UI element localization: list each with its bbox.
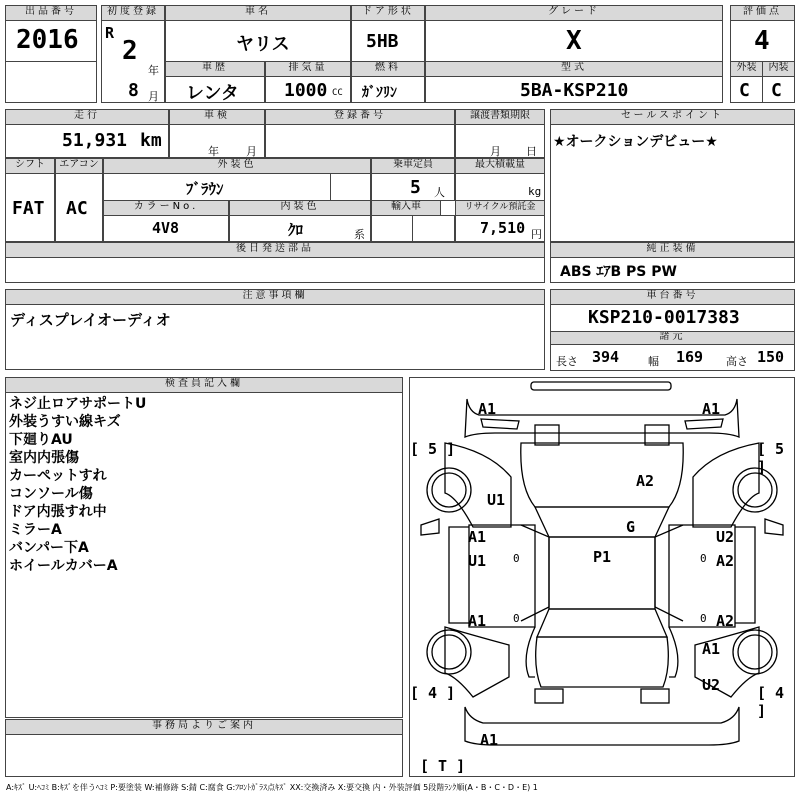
score: 4 bbox=[754, 26, 770, 56]
first-reg-month-unit: 月 bbox=[148, 90, 159, 103]
shift: FAT bbox=[12, 198, 45, 219]
mark-p1-roof: P1 bbox=[593, 548, 612, 566]
int-color: ｸﾛ bbox=[288, 221, 304, 239]
first-reg-month: 8 bbox=[128, 80, 139, 101]
lot-no-header: 出品番号 bbox=[5, 5, 97, 21]
int-color-header: 内装色 bbox=[229, 200, 371, 216]
aircon-header: エアコン bbox=[55, 158, 103, 174]
displacement-header: 排気量 bbox=[265, 61, 351, 77]
transfer-day: 日 bbox=[526, 145, 537, 158]
transfer-month: 月 bbox=[490, 145, 501, 158]
import-cell-2 bbox=[412, 215, 455, 242]
inspector-note-line: コンソール傷 bbox=[9, 486, 93, 502]
model-type: 5BA-KSP210 bbox=[520, 80, 629, 101]
mileage-header: 走行 bbox=[5, 109, 169, 125]
inspection-year-unit: 年 bbox=[208, 145, 219, 158]
office-header: 事務局よりご案内 bbox=[5, 719, 403, 735]
mark-a2-rear-door-r: A2 bbox=[716, 612, 735, 630]
inspector-note-line: バンパー下A bbox=[9, 540, 89, 556]
mark-spare-tire: [ T ] bbox=[420, 757, 466, 775]
inspector-note-line: カーペットすれ bbox=[9, 468, 107, 484]
equipment-header: 純正装備 bbox=[550, 242, 795, 258]
inspector-note-line: 外装うすい線キズ bbox=[9, 414, 121, 430]
ext-color-header: 外装色 bbox=[103, 158, 371, 174]
history: レンタ bbox=[186, 83, 239, 104]
inspector-note-line: ミラーA bbox=[9, 522, 62, 538]
shift-header: シフト bbox=[5, 158, 55, 174]
color-no-header: カラーNo. bbox=[103, 200, 229, 216]
later-parts-cell bbox=[5, 257, 545, 283]
mark-a2-hood: A2 bbox=[636, 472, 655, 490]
mark-a1-front-left: A1 bbox=[478, 400, 497, 418]
car-diagram bbox=[409, 377, 795, 777]
mileage-unit: km bbox=[140, 130, 162, 151]
import-cell bbox=[371, 215, 413, 242]
inspection-header: 車検 bbox=[169, 109, 265, 125]
mark-u1-door-l: U1 bbox=[468, 552, 487, 570]
chassis-header: 車台番号 bbox=[550, 289, 795, 305]
inspector-header: 検査員記入欄 bbox=[5, 377, 403, 393]
inspector-note-line: ドア内張すれ中 bbox=[9, 504, 107, 520]
inspector-notes bbox=[9, 395, 146, 575]
recycle-header: リサイクル預託金 bbox=[455, 200, 545, 216]
max-load-header: 最大積載量 bbox=[455, 158, 545, 174]
fuel: ｶﾞｿﾘﾝ bbox=[362, 85, 397, 101]
capacity-unit: 人 bbox=[434, 186, 445, 199]
sales-point-header: セールスポイント bbox=[550, 109, 795, 125]
max-load-unit: kg bbox=[528, 185, 542, 198]
mark-door-r-0: 0 bbox=[700, 552, 707, 565]
mark-tire-rl: [ 4 ] bbox=[410, 684, 456, 702]
grade: X bbox=[566, 26, 582, 56]
later-parts-header: 後日発送部品 bbox=[5, 242, 545, 258]
door-type-header: ドア形状 bbox=[351, 5, 425, 21]
exterior-score: C bbox=[739, 80, 750, 101]
grade-header: グレード bbox=[425, 5, 723, 21]
mark-a1-rear-r: A1 bbox=[702, 640, 721, 658]
mileage: 51,931 bbox=[62, 130, 128, 151]
interior-score: C bbox=[771, 80, 782, 101]
recycle: 7,510 bbox=[480, 219, 526, 237]
transfer-header: 譲渡書類期限 bbox=[455, 109, 545, 125]
fuel-header: 燃料 bbox=[351, 61, 425, 77]
height-label: 高さ bbox=[726, 355, 748, 368]
ext-color-cell-2 bbox=[330, 173, 371, 201]
specs-header: 諸元 bbox=[550, 331, 795, 345]
width-label: 幅 bbox=[648, 355, 659, 368]
int-color-unit: 系 bbox=[354, 228, 365, 241]
reg-no-cell bbox=[265, 124, 455, 158]
capacity-header: 乗車定員 bbox=[371, 158, 455, 174]
width: 169 bbox=[676, 348, 704, 366]
caution: ディスプレイオーディオ bbox=[10, 311, 171, 329]
mark-a1-door-l: A1 bbox=[468, 528, 487, 546]
aircon: AC bbox=[66, 198, 88, 219]
mark-a1-rear-door-l: A1 bbox=[468, 612, 487, 630]
interior-header: 内装 bbox=[762, 61, 795, 77]
first-reg-year: 2 bbox=[122, 36, 138, 66]
import-header: 輸入車 bbox=[371, 200, 441, 216]
displacement: 1000 bbox=[284, 80, 328, 101]
mark-a1-front-right: A1 bbox=[702, 400, 721, 418]
inspector-note-line: ネジ止ロアサポートU bbox=[9, 396, 147, 412]
model-type-header: 型式 bbox=[425, 61, 723, 77]
legend: A:ｷｽﾞ U:ﾍｺﾐ B:ｷｽﾞを伴うﾍｺﾐ P:要塗装 W:補修跡 S:錆 C:腐食 G:ﾌﾛﾝﾄｶﾞﾗｽ点ｷｽﾞ XX:交換済み X:要交換 内・外装評価 5段階ﾗﾝｸ順(A・B・C・D・E) 1 bbox=[6, 783, 538, 792]
mark-a1-rear-bumper: A1 bbox=[480, 731, 499, 749]
reg-no-header: 登録番号 bbox=[265, 109, 455, 125]
office-cell bbox=[5, 734, 403, 777]
inspector-note-line: 下廻りAU bbox=[9, 432, 73, 448]
mark-g-glass: G bbox=[626, 518, 636, 536]
color-no: 4V8 bbox=[152, 219, 180, 237]
door-type: 5HB bbox=[366, 31, 399, 52]
first-reg-era: R bbox=[105, 24, 115, 42]
mark-tire-fr: [ 5 ] bbox=[757, 440, 785, 476]
score-header: 評価点 bbox=[730, 5, 795, 21]
equipment: ABS ｴｱB PS PW bbox=[560, 264, 677, 280]
history-header: 車歴 bbox=[165, 61, 265, 77]
length: 394 bbox=[592, 348, 620, 366]
mark-u2-rear-r: U2 bbox=[702, 676, 721, 694]
mark-u1-fl: U1 bbox=[487, 491, 506, 509]
mark-door-r2-0: 0 bbox=[700, 612, 707, 625]
mark-door-l2-0: 0 bbox=[513, 612, 520, 625]
mark-u2-door-r: U2 bbox=[716, 528, 735, 546]
car-name: ヤリス bbox=[236, 34, 290, 55]
caution-header: 注意事項欄 bbox=[5, 289, 545, 305]
first-reg-header: 初度登録 bbox=[101, 5, 165, 21]
recycle-unit: 円 bbox=[531, 228, 542, 241]
inspection-month-unit: 月 bbox=[246, 145, 257, 158]
lot-no: 2016 bbox=[16, 25, 79, 55]
inspector-note-line: ホイールカバーA bbox=[9, 558, 118, 574]
first-reg-year-unit: 年 bbox=[148, 64, 159, 77]
sales-point: ★オークションデビュー★ bbox=[553, 134, 718, 150]
height: 150 bbox=[757, 348, 785, 366]
mark-door-l-0: 0 bbox=[513, 552, 520, 565]
exterior-header: 外装 bbox=[730, 61, 763, 77]
capacity: 5 bbox=[410, 177, 421, 198]
ext-color: ﾌﾞﾗｳﾝ bbox=[186, 180, 224, 198]
car-name-header: 車名 bbox=[165, 5, 351, 21]
inspector-note-line: 室内内張傷 bbox=[9, 450, 79, 466]
length-label: 長さ bbox=[556, 355, 578, 368]
mark-tire-rr: [ 4 ] bbox=[757, 684, 785, 720]
cc-unit: CC bbox=[332, 88, 343, 98]
mark-tire-fl: [ 5 ] bbox=[410, 440, 456, 458]
mark-a2-door-r: A2 bbox=[716, 552, 735, 570]
lot-no-lower bbox=[5, 61, 97, 103]
chassis: KSP210-0017383 bbox=[588, 307, 740, 328]
